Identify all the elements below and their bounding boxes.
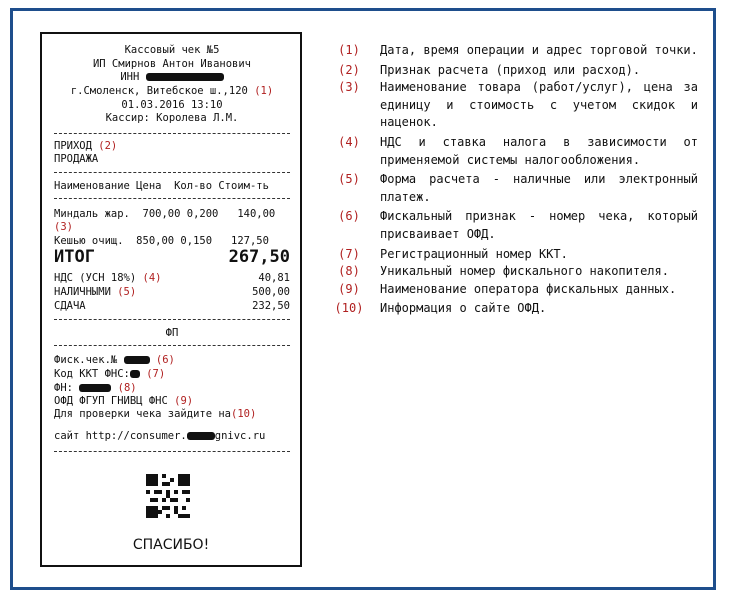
legend-text: Информация о сайте ОФД. xyxy=(380,301,547,316)
cash-label: НАЛИЧНЫМИ xyxy=(54,286,111,298)
ref-8: (8) xyxy=(117,382,137,394)
thanks-text: СПАСИБО! xyxy=(132,537,210,553)
legend-item xyxy=(318,62,698,80)
qr-code-icon xyxy=(146,474,190,518)
vat-label: НДС (УСН 18%) xyxy=(54,272,137,284)
receipt-address xyxy=(54,85,290,99)
divider xyxy=(54,451,290,452)
ref-4: (4) xyxy=(142,272,162,284)
address-text: г.Смоленск, Витебское ш.,120 xyxy=(70,85,248,97)
legend-text: НДС и ставка налога в зависимости от применяемой системы налогообложения. xyxy=(380,134,698,167)
ref-7: (7) xyxy=(146,368,166,380)
legend-number: (7) xyxy=(338,246,360,261)
item-row: Кешью очищ. 850,00 0,150 127,50 xyxy=(54,235,269,247)
legend-text: Дата, время операции и адрес торговой точки. xyxy=(380,43,698,57)
divider xyxy=(54,319,290,320)
legend-text: Форма расчета - наличные или электронный платеж. xyxy=(380,172,698,204)
legend-number: (10) xyxy=(334,301,364,316)
redacted-fn xyxy=(79,384,111,392)
ref-9: (9) xyxy=(174,395,194,407)
legend-number: (3) xyxy=(338,80,360,95)
redacted-site xyxy=(187,432,215,440)
fn-line xyxy=(54,382,290,396)
legend-text: Регистрационный номер ККТ. xyxy=(380,246,568,261)
table-header: Наименование Цена Кол-во Стоим-ть xyxy=(54,180,269,192)
ofd-label: ОФД ФГУП ГНИВЦ ФНС xyxy=(54,395,168,407)
fisc-label: Фиск.чек.№ xyxy=(54,354,118,366)
divider xyxy=(54,172,290,173)
inn-label: ИНН xyxy=(120,71,140,83)
divider xyxy=(54,133,290,134)
ref-10: (10) xyxy=(231,408,257,420)
legend-number: (6) xyxy=(338,209,360,224)
site-line xyxy=(54,430,290,444)
income-label: ПРИХОД xyxy=(54,140,92,152)
total-label: ИТОГ xyxy=(54,247,95,267)
receipt xyxy=(40,32,302,567)
legend-item xyxy=(318,300,698,318)
ref-6: (6) xyxy=(155,354,175,366)
legend-text: Признак расчета (приход или расход). xyxy=(380,62,641,77)
site-suffix: gnivc.ru xyxy=(214,430,266,442)
legend-text: Наименование оператора фискальных данных. xyxy=(380,281,677,296)
receipt-seller: ИП Смирнов Антон Иванович xyxy=(92,58,252,70)
change-value: 232,50 xyxy=(252,300,290,312)
legend-item xyxy=(318,134,698,169)
ref-2: (2) xyxy=(98,140,118,152)
site-prefix: сайт http://consumer. xyxy=(54,430,187,442)
total-value: 267,50 xyxy=(228,247,290,267)
legend-text: Уникальный номер фискального накопителя. xyxy=(380,264,669,279)
divider xyxy=(54,345,290,346)
legend-number: (4) xyxy=(338,134,360,149)
receipt-inn xyxy=(54,71,290,85)
ref-3: (3) xyxy=(54,221,73,233)
legend-number: (9) xyxy=(338,281,360,296)
fn-label: ФН: xyxy=(54,382,73,394)
legend-item xyxy=(318,281,698,299)
ofd-line xyxy=(54,395,290,409)
legend-item xyxy=(318,79,698,132)
fp-label: ФП xyxy=(165,327,179,339)
legend-text: Фискальный признак - номер чека, который присваивает ОФД. xyxy=(380,209,698,241)
receipt-title: Кассовый чек №5 xyxy=(124,44,220,56)
legend-number: (5) xyxy=(338,172,360,187)
legend-number: (8) xyxy=(338,264,360,279)
income-line xyxy=(54,140,290,154)
divider xyxy=(54,198,290,199)
fisc-line xyxy=(54,354,290,368)
kkt-label: Код ККТ ФНС: xyxy=(54,368,130,380)
legend-number: (2) xyxy=(338,62,360,77)
change-label: СДАЧА xyxy=(54,300,86,312)
vat-value: 40,81 xyxy=(258,272,290,284)
legend-item xyxy=(318,246,698,264)
redacted-inn xyxy=(146,73,224,81)
cash-value: 500,00 xyxy=(252,286,290,298)
ref-5: (5) xyxy=(117,286,137,298)
legend-item xyxy=(318,208,698,243)
kkt-line xyxy=(54,368,290,382)
legend-item xyxy=(318,263,698,281)
legend-item xyxy=(318,42,698,60)
sale-label: ПРОДАЖА xyxy=(54,153,99,165)
redacted-fisc xyxy=(124,356,150,364)
check-label: Для проверки чека зайдите на xyxy=(54,408,232,420)
legend-text: Наименование товара (работ/услуг), цена за единицу и стоимость с учетом скидок и наценок. xyxy=(380,80,698,130)
ref-1: (1) xyxy=(254,85,274,97)
item-row: Миндаль жар. 700,00 0,200 140,00 xyxy=(54,208,276,220)
legend-item xyxy=(318,171,698,206)
check-line xyxy=(54,408,290,422)
receipt-cashier: Кассир: Королева Л.М. xyxy=(105,112,239,124)
legend-number: (1) xyxy=(338,43,360,57)
receipt-datetime: 01.03.2016 13:10 xyxy=(121,99,223,111)
redacted-kkt xyxy=(130,370,140,378)
legend xyxy=(318,42,698,318)
